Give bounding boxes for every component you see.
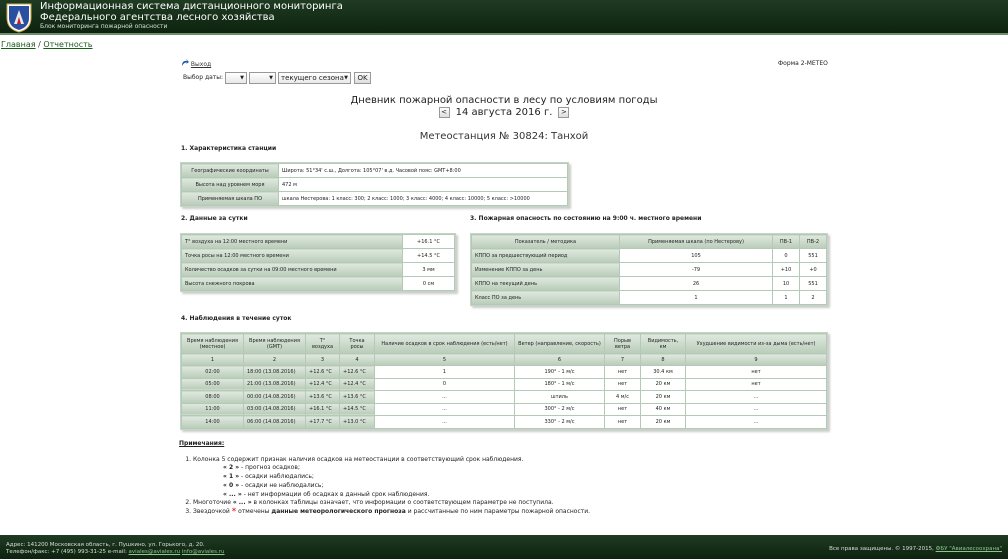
next-day-button[interactable]: > [558,107,569,118]
app-subtitle: Блок мониторинга пожарной опасности [40,23,168,30]
breadcrumb-reports-link[interactable]: Отчетность [43,40,93,49]
month-select[interactable]: ▼ [249,72,276,84]
table-row: Класс ПО за день 1 1 2 [472,291,827,305]
day-select[interactable]: ▼ [225,72,247,84]
table-row: 08:00 00:00 (14.08.2016) +13.6 °C +13.6 °C ... штиль 4 м/с 20 км ... [182,391,827,404]
section-2-title: 2. Данные за сутки [181,215,248,222]
fire-danger-table [470,233,828,306]
section-3-title: 3. Пожарная опасность по состоянию на 9:00 ч. местного времени [470,215,702,222]
table-row: 11:00 03:00 (14.08.2016) +16.1 °C +14.5 °C ... 300° - 2 м/с нет 40 км ... [182,403,827,416]
station-table [180,162,569,207]
table-header-row: Время наблюдения (местное) Время наблюдения (GMT) T° воздуха Точка росы Наличие осадков в срок наблюдения (есть/нет) Ветер (направление, скорость) Порыв ветра Видимость, км Ухудшение видимости из-за дыма (есть/нет) [182,334,827,354]
page-title: Дневник пожарной опасности в лесу по условиям погоды [350,95,658,106]
email-link-aviales[interactable]: aviales@aviales.ru [128,549,181,555]
daily-data-table [180,233,456,292]
note-3: 3. Звездочкой * отмечены данные метеорологического прогноза и рассчитанные по ним параметры пожарной опасности. [193,508,590,517]
table-row: Географические координаты Широта: 51°34' с.ш., Долгота: 105°07' в.д. Часовой пояс: GMT+8:00 [182,164,568,178]
asterisk-icon: * [231,506,237,517]
notes-title: Примечания: [179,440,225,447]
org-link[interactable]: ФБУ "Авиалесоохрана" [935,546,1002,552]
exit-icon [181,59,189,67]
app-title: Информационная система дистанционного мониторинга Федерального агентства лесного хозяйства [40,1,343,23]
table-row: КППО за предшествующий период 105 0 551 [472,249,827,263]
table-row: Точка росы на 12:00 местного времени +14.5 °C [182,249,455,263]
station-title: Метеостанция № 30824: Танхой [419,131,589,142]
table-header-row: Показатель / методика Применяемая шкала (по Нестерову) ПВ-1 ПВ-2 [472,235,827,249]
table-row: 02:00 18:00 (13.08.2016) +12.6 °C +12.6 °C 1 190° - 1 м/с нет 30.4 км нет [182,366,827,379]
table-row: КППО на текущий день 26 10 551 [472,277,827,291]
observations-table [180,332,828,430]
section-4-title: 4. Наблюдения в течение суток [181,315,292,322]
header-bar [0,0,1008,35]
table-row: Высота над уровнем моря 472 м [182,178,568,192]
emblem-icon [4,2,34,33]
table-row: Высота снежного покрова 0 см [182,277,455,291]
column-number-row: 1 2 3 4 5 6 7 8 9 [182,354,827,366]
date-select-label: Выбор даты: [183,74,224,81]
footer [0,535,1008,559]
date-row [0,107,1008,118]
prev-day-button[interactable]: < [439,107,450,118]
table-row: 05:00 21:00 (13.08.2016) +12.4 °C +12.4 °C 0 180° - 1 м/с нет 20 км нет [182,378,827,391]
section-1-title: 1. Характеристика станции [181,145,277,152]
exit-link[interactable]: Выход [181,59,211,68]
table-row: Количество осадков за сутки на 09:00 местного времени 3 мм [182,263,455,277]
season-select[interactable]: текущего сезона ▼ [278,72,351,84]
breadcrumb: Главная / Отчетность [1,40,93,49]
footer-rights: Все права защищены. © 1997-2015, ФБУ "Авиалесоохрана" [829,546,1002,552]
table-row: Применяемая шкала ПО шкала Нестерова: 1 класс: 300; 2 класс: 1000; 3 класс: 4000; 4 класс: 10000; 5 класс: >10000 [182,192,568,206]
form-label: Форма 2-МЕТЕО [778,60,828,67]
email-link-info[interactable]: info@aviales.ru [181,549,225,555]
note-2: 2. Многоточие « ... » в колонках таблицы означает, что информации о соответствующем параметре не поступила. [193,499,590,508]
current-date: 14 августа 2016 г. [455,107,553,118]
footer-address: Адрес: 141200 Московская область, г. Пушкино, ул. Горького, д. 20. [6,542,205,548]
table-row: 14:00 06:00 (14.08.2016) +17.7 °C +13.0 °C ... 330° - 2 м/с нет 20 км ... [182,416,827,429]
table-row: Изменение КППО за день -79 +10 +0 [472,263,827,277]
ok-button[interactable]: OK [354,72,371,84]
notes [179,440,590,517]
breadcrumb-home-link[interactable]: Главная [1,40,36,49]
footer-contacts: Телефон/факс: +7 (495) 993-31-25 e-mail: aviales@aviales.ru info@aviales.ru [6,549,225,555]
table-row: T° воздуха на 12:00 местного времени +16.1 °C [182,235,455,249]
note-1: 1. Колонка 5 содержит признак наличия осадков на метеостанции в соответствующий срок наблюдения. « 2 » - прогноз осадков; « 1 » - осадки наблюдались; « 0 » - осадки не наблюдались; « ... » - нет информации об осадках в данный срок наблюдения. [193,456,590,500]
